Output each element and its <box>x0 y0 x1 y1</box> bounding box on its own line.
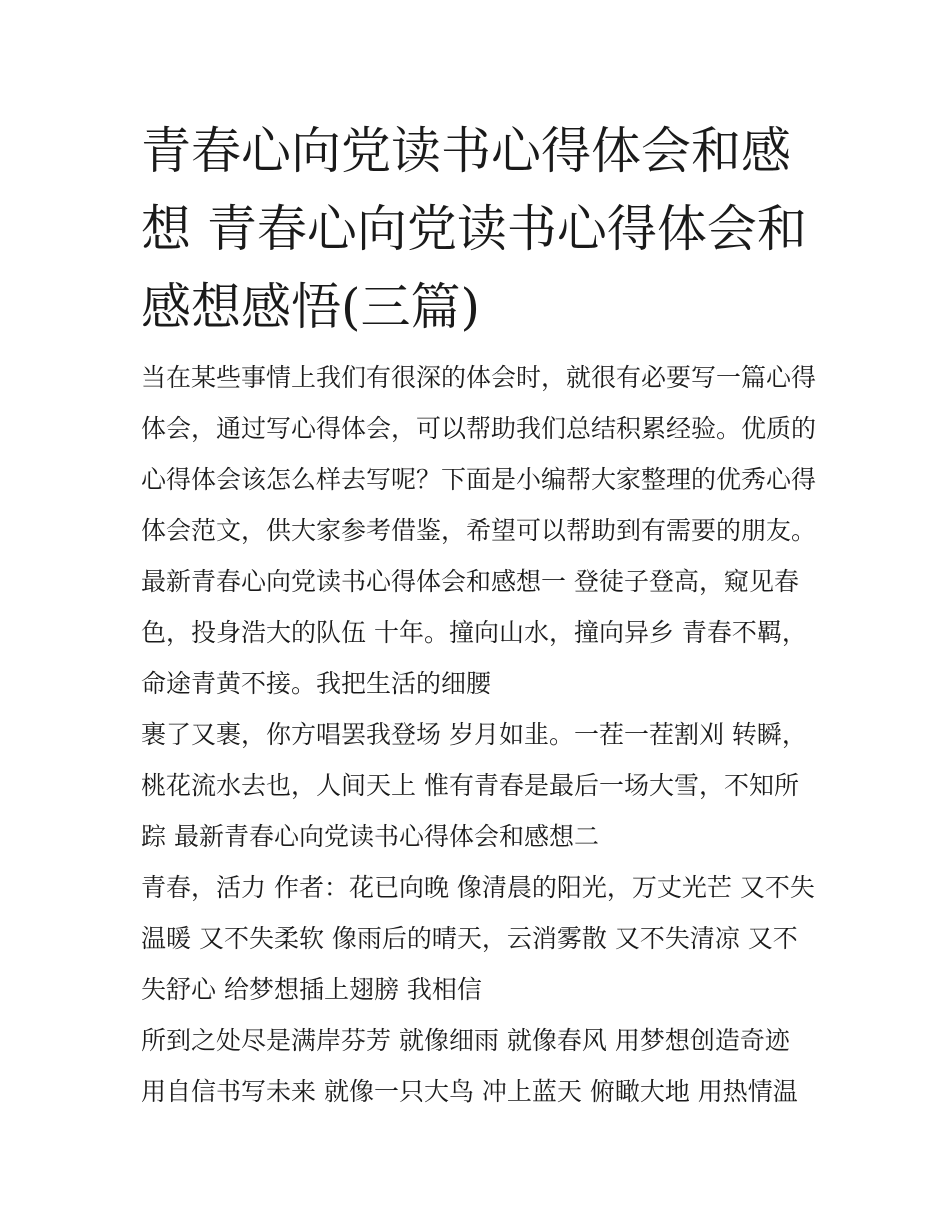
body-line: 体会范文，供大家参考借鉴，希望可以帮助到有需要的朋友。 <box>141 516 817 545</box>
document-content <box>141 112 821 1117</box>
body-line: 失舒心 给梦想插上翅膀 我相信 <box>141 975 482 1004</box>
body-line: 桃花流水去也，人间天上 惟有青春是最后一场大雪，不知所 <box>141 771 799 800</box>
body-line: 裹了又裹，你方唱罢我登场 岁月如韭。一茬一茬割刈 转瞬， <box>141 720 807 749</box>
body-line: 用自信书写未来 就像一只大鸟 冲上蓝天 俯瞰大地 用热情温 <box>141 1077 798 1106</box>
document-title <box>141 112 821 346</box>
body-line: 体会，通过写心得体会，可以帮助我们总结积累经验。优质的 <box>141 414 817 443</box>
body-line: 色，投身浩大的队伍 十年。撞向山水，撞向异乡 青春不羁， <box>141 618 807 647</box>
body-line: 最新青春心向党读书心得体会和感想一 登徒子登高，窥见春 <box>141 567 799 596</box>
body-line: 当在某些事情上我们有很深的体会时，就很有必要写一篇心得 <box>141 363 817 392</box>
document-body <box>141 352 821 1117</box>
body-line: 所到之处尽是满岸芬芳 就像细雨 就像春风 用梦想创造奇迹 <box>141 1026 790 1055</box>
body-line: 心得体会该怎么样去写呢？下面是小编帮大家整理的优秀心得 <box>141 465 817 494</box>
body-line: 温暖 又不失柔软 像雨后的晴天，云消雾散 又不失清凉 又不 <box>141 924 798 953</box>
title-line: 感想感悟(三篇) <box>141 278 481 336</box>
title-line: 青春心向党读书心得体会和感 <box>141 122 791 180</box>
title-line: 想 青春心向党读书心得体会和 <box>141 200 807 258</box>
body-line: 青春，活力 作者：花已向晚 像清晨的阳光，万丈光芒 又不失 <box>141 873 815 902</box>
body-line: 命途青黄不接。我把生活的细腰 <box>141 669 492 698</box>
body-line: 踪 最新青春心向党读书心得体会和感想二 <box>141 822 599 851</box>
